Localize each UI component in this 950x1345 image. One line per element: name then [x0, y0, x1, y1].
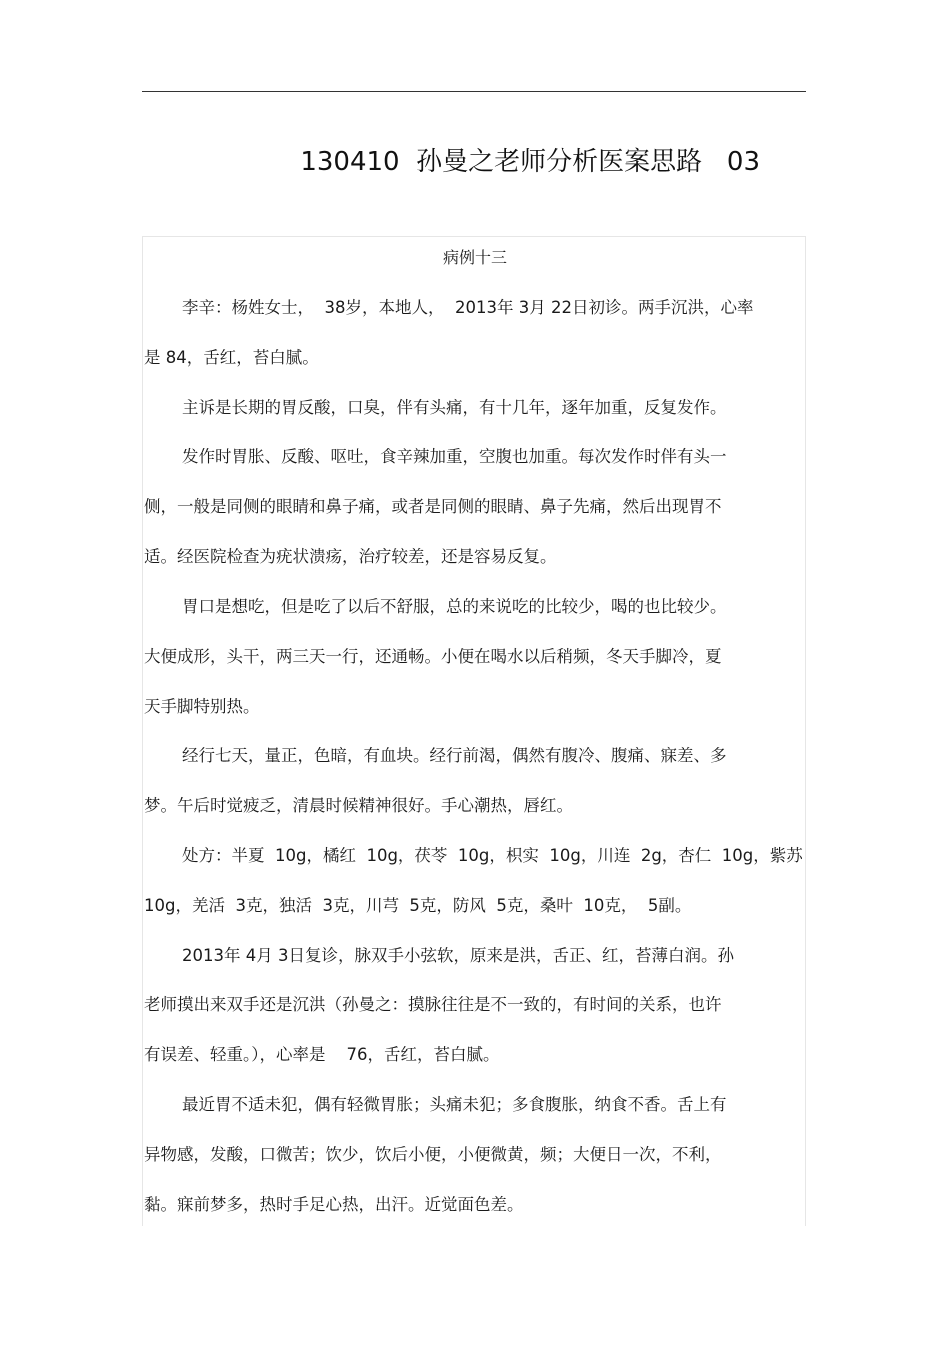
paragraph-line: 适。经医院检查为疣状溃疡，治疗较差，还是容易反复。 — [144, 547, 557, 566]
paragraph-line: 10g，羌活 3克，独活 3克，川芎 5克，防风 5克，桑叶 10克， 5副。 — [144, 896, 692, 915]
paragraph-line: 李辛：杨姓女士， 38岁，本地人， 2013年 3月 22日初诊。两手沉洪，心率 — [182, 298, 754, 317]
paragraph-line: 2013年 4月 3日复诊，脉双手小弦软，原来是洪，舌正、红，苔薄白润。孙 — [182, 946, 734, 965]
paragraph-line: 大便成形，头干，两三天一行，还通畅。小便在喝水以后稍频，冬天手脚冷，夏 — [144, 647, 722, 666]
paragraph-line: 天手脚特别热。 — [144, 697, 260, 716]
paragraph-line: 老师摸出来双手还是沉洪（孙曼之：摸脉往往是不一致的，有时间的关系，也许 — [144, 995, 722, 1014]
document-title: 130410 孙曼之老师分析医案思路 03 — [300, 147, 760, 177]
paragraph-line: 异物感，发酸，口微苦；饮少，饮后小便，小便微黄，频；大便日一次，不利， — [144, 1145, 722, 1164]
paragraph-line: 最近胃不适未犯，偶有轻微胃胀；头痛未犯；多食腹胀，纳食不香。舌上有 — [182, 1095, 727, 1114]
paragraph-line: 侧，一般是同侧的眼睛和鼻子痛，或者是同侧的眼睛、鼻子先痛，然后出现胃不 — [144, 497, 722, 516]
case-content-box — [142, 236, 806, 1226]
paragraph-line: 有误差、轻重。），心率是 76，舌红，苔白腻。 — [144, 1045, 500, 1064]
paragraph-line: 主诉是长期的胃反酸，口臭，伴有头痛，有十几年，逐年加重，反复发作。 — [182, 398, 727, 417]
paragraph-line: 胃口是想吃，但是吃了以后不舒服，总的来说吃的比较少，喝的也比较少。 — [182, 597, 727, 616]
paragraph-line: 处方：半夏 10g，橘红 10g，茯苓 10g，枳实 10g，川连 2g，杏仁 10g，紫苏 — [182, 846, 803, 865]
paragraph-line: 发作时胃胀、反酸、呕吐，食辛辣加重，空腹也加重。每次发作时伴有头一 — [182, 447, 727, 466]
case-heading: 病例十三 — [442, 248, 507, 267]
paragraph-line: 梦。午后时觉疲乏，清晨时候精神很好。手心潮热，唇红。 — [144, 796, 573, 815]
paragraph-line: 黏。寐前梦多，热时手足心热，出汗。近觉面色差。 — [144, 1195, 524, 1214]
paragraph-line: 是 84，舌红，苔白腻。 — [144, 348, 319, 367]
top-rule — [142, 91, 806, 92]
paragraph-line: 经行七天，量正，色暗，有血块。经行前渴，偶然有腹冷、腹痛、寐差、多 — [182, 746, 727, 765]
